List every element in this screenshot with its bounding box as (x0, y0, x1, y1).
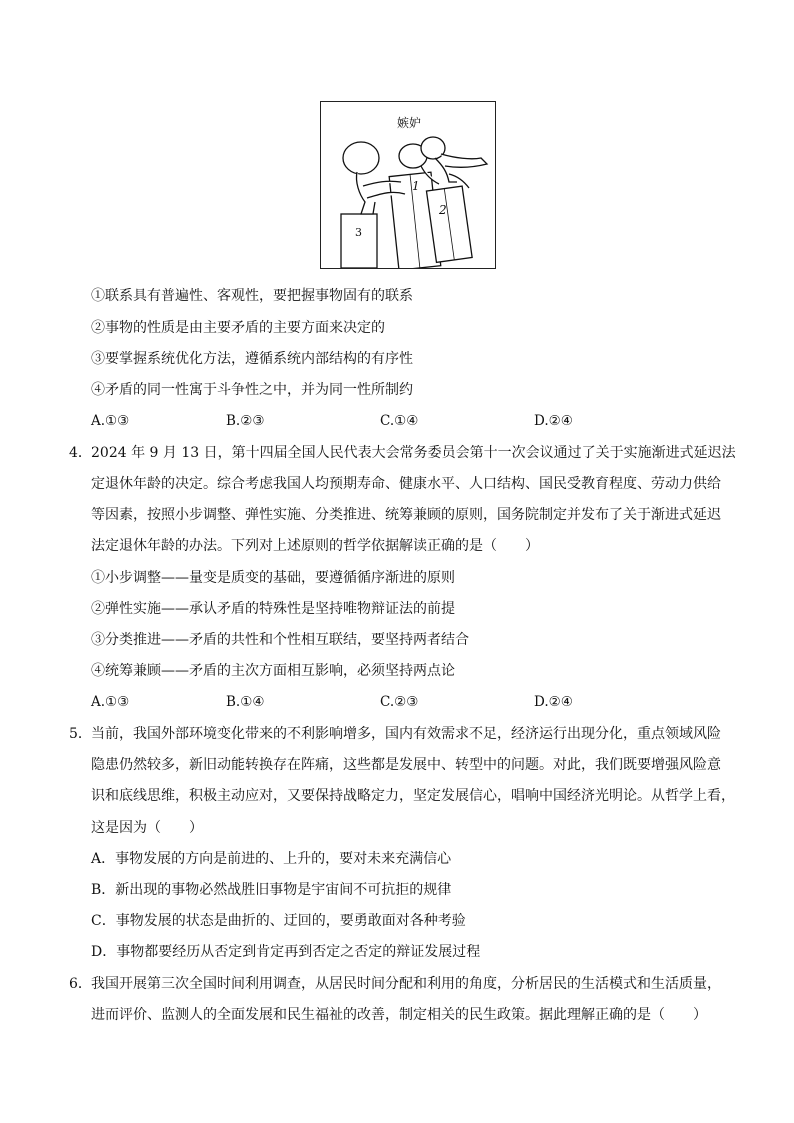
q6-stem-line-2: 进而评价、监测人的全面发展和民生福祉的改善，制定相关的民生政策。据此理解正确的是（ ） (91, 1007, 707, 1023)
q5-stem-line-2: 隐患仍然较多，新旧动能转换存在阵痛，这些都是发展中、转型中的问题。对此，我们既要增强风险意 (91, 757, 721, 773)
q5-option-d[interactable]: D．事物都要经历从否定到肯定再到否定之否定的辩证发展过程 (91, 944, 481, 960)
q5-option-a[interactable]: A．事物发展的方向是前进的、上升的，要对未来充满信心 (91, 851, 452, 867)
q5-stem-line-3: 识和底线思维，积极主动应对，又要保持战略定力，坚定发展信心，唱响中国经济光明论。从哲学上看， (91, 788, 735, 804)
q3-option-d[interactable]: D.②④ (534, 413, 573, 429)
q3-option-b[interactable]: B.②③ (226, 413, 265, 429)
pedestal-3 (341, 214, 377, 268)
q5-number: 5． (69, 726, 92, 742)
q4-option-b[interactable]: B.①④ (226, 694, 265, 710)
q3-statement-1: ①联系具有普遍性、客观性，要把握事物固有的联系 (91, 288, 413, 304)
cartoon-figure (320, 101, 496, 269)
q4-option-a[interactable]: A.①③ (91, 694, 130, 710)
pedestal-1-label: 1 (412, 179, 420, 193)
q4-statement-2: ②弹性实施——承认矛盾的特殊性是坚持唯物辩证法的前提 (91, 601, 455, 617)
q6-stem-line-1: 我国开展第三次全国时间利用调查，从居民时间分配和利用的角度，分析居民的生活模式和生活质量， (91, 976, 721, 992)
q6-number: 6． (69, 976, 92, 992)
q3-statement-3: ③要掌握系统优化方法，遵循系统内部结构的有序性 (91, 351, 413, 367)
q5-stem-line-4: 这是因为（ ） (91, 820, 203, 836)
q4-stem-line-4: 法定退休年龄的办法。下列对上述原则的哲学依据解读正确的是（ ） (91, 538, 539, 554)
q4-statement-3: ③分类推进——矛盾的共性和个性相互联结，要坚持两者结合 (91, 632, 469, 648)
q4-option-d[interactable]: D.②④ (534, 694, 573, 710)
q3-statement-2: ②事物的性质是由主要矛盾的主要方面来决定的 (91, 320, 385, 336)
q3-option-c[interactable]: C.①④ (380, 413, 419, 429)
q5-stem-line-1: 当前，我国外部环境变化带来的不利影响增多，国内有效需求不足，经济运行出现分化，重点领域风险 (91, 726, 721, 742)
pedestal-2-label: 2 (439, 203, 447, 217)
q4-option-c[interactable]: C.②③ (380, 694, 419, 710)
q4-stem-line-3: 等因素，按照小步调整、弹性实施、分类推进、统筹兼顾的原则，国务院制定并发布了关于渐进式延迟 (91, 507, 721, 523)
cartoon-drawing (321, 102, 495, 268)
q4-number: 4． (69, 445, 92, 461)
q3-statement-4: ④矛盾的同一性寓于斗争性之中，并为同一性所制约 (91, 382, 413, 398)
q4-statement-1: ①小步调整——量变是质变的基础，要遵循循序渐进的原则 (91, 570, 455, 586)
q4-stem-line-2: 定退休年龄的决定。综合考虑我国人均预期寿命、健康水平、人口结构、国民受教育程度、劳动力供给 (91, 476, 721, 492)
q3-option-a[interactable]: A.①③ (91, 413, 130, 429)
q4-statement-4: ④统筹兼顾——矛盾的主次方面相互影响，必须坚持两点论 (91, 663, 455, 679)
pedestal-3-label: 3 (355, 226, 362, 239)
cartoon-title: 嫉妒 (397, 116, 422, 130)
q4-stem-line-1: 2024 年 9 月 13 日，第十四届全国人民代表大会常务委员会第十一次会议通过了关于实施渐进式延迟法 (91, 445, 736, 461)
q5-option-c[interactable]: C．事物发展的状态是曲折的、迂回的，要勇敢面对各种考验 (91, 913, 466, 929)
q5-option-b[interactable]: B．新出现的事物必然战胜旧事物是宇宙间不可抗拒的规律 (91, 882, 452, 898)
